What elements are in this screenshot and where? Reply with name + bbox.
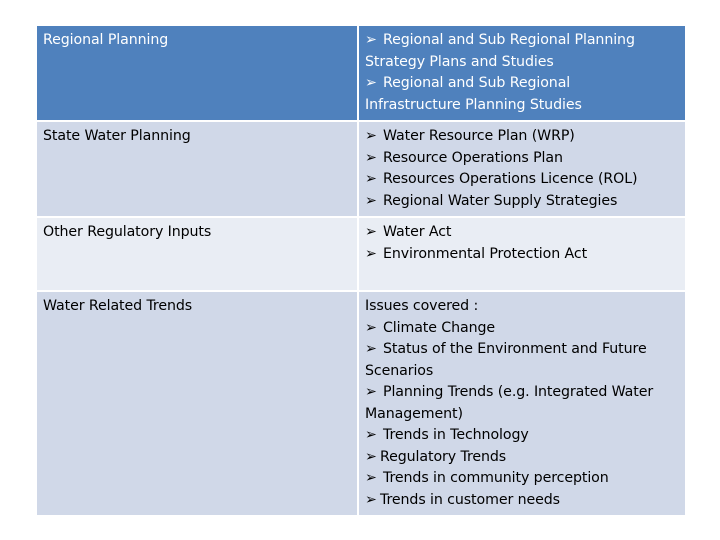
arrow-bullet-icon: ➢ [365, 319, 377, 336]
list-item: ➢ Trends in customer needs [365, 490, 679, 512]
list-item-continuation: Management) [365, 405, 463, 422]
arrow-bullet-icon: ➢ [365, 448, 377, 465]
row-label [37, 218, 357, 290]
row-label-text: Water Related Trends [43, 298, 193, 314]
list-item: ➢ Environmental Protection Act [365, 244, 679, 266]
list-item: ➢ Regional Water Supply Strategies [365, 191, 679, 213]
row-label [37, 122, 357, 216]
row-items [359, 218, 685, 290]
list-item: ➢ Resource Operations Plan [365, 148, 679, 170]
list-item: ➢ Regional and Sub Regional Planning [365, 30, 679, 52]
list-item: ➢ Regional and Sub Regional [365, 73, 679, 95]
table-row-other-regulatory-inputs [37, 218, 685, 290]
arrow-bullet-icon: ➢ [365, 470, 377, 486]
row-label-text: Regional Planning [43, 32, 169, 48]
table-row-water-related-trends [37, 292, 685, 515]
planning-inputs-table [35, 24, 687, 517]
table-row-state-water-planning [37, 122, 685, 216]
list-item: ➢ Status of the Environment and Future [365, 339, 679, 361]
list-item: ➢ Trends in Technology [365, 425, 679, 447]
list-item-continuation: Scenarios [365, 362, 434, 379]
arrow-bullet-icon: ➢ [365, 75, 377, 91]
arrow-bullet-icon: ➢ [365, 384, 377, 400]
list-item-continuation: Strategy Plans and Studies [365, 53, 554, 70]
list-item: ➢ Resources Operations Licence (ROL) [365, 169, 679, 191]
row-items [359, 26, 685, 120]
list-item: ➢ Climate Change [365, 318, 679, 340]
list-item: ➢ Trends in community perception [365, 468, 679, 490]
row-label [37, 26, 357, 120]
list-item-continuation: Infrastructure Planning Studies [365, 96, 582, 113]
row-items [359, 122, 685, 216]
list-item: ➢ Water Resource Plan (WRP) [365, 126, 679, 148]
row-label-text: State Water Planning [43, 128, 191, 144]
arrow-bullet-icon: ➢ [365, 171, 377, 187]
arrow-bullet-icon: ➢ [365, 427, 377, 443]
table-row-regional-planning [37, 26, 685, 120]
arrow-bullet-icon: ➢ [365, 341, 377, 357]
list-intro: Issues covered : [365, 298, 479, 314]
arrow-bullet-icon: ➢ [365, 224, 377, 240]
list-item: ➢ Water Act [365, 222, 679, 244]
list-item: ➢ Planning Trends (e.g. Integrated Water [365, 382, 679, 404]
row-items [359, 292, 685, 515]
row-label [37, 292, 357, 515]
list-item: ➢ Regulatory Trends [365, 447, 679, 469]
arrow-bullet-icon: ➢ [365, 128, 377, 144]
arrow-bullet-icon: ➢ [365, 245, 377, 262]
arrow-bullet-icon: ➢ [365, 192, 377, 209]
arrow-bullet-icon: ➢ [365, 491, 377, 508]
arrow-bullet-icon: ➢ [365, 149, 377, 166]
arrow-bullet-icon: ➢ [365, 32, 377, 48]
row-label-text: Other Regulatory Inputs [43, 224, 212, 240]
